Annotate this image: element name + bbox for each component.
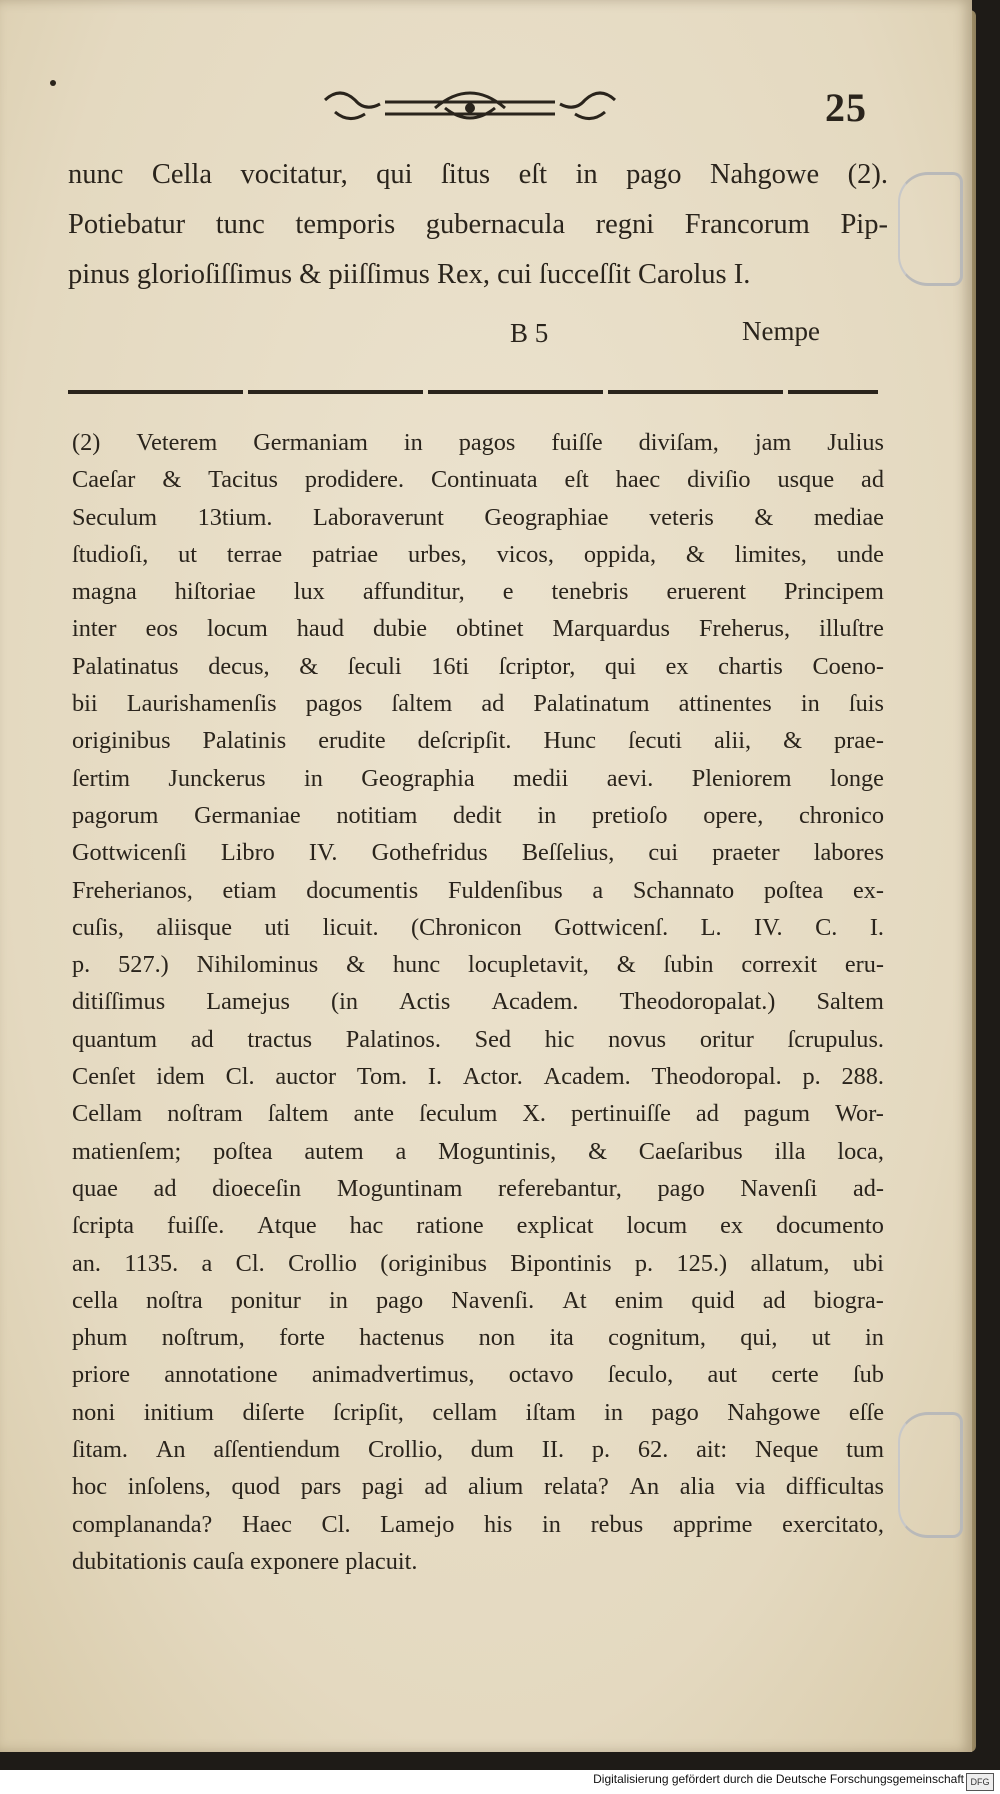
footnote-line: Gottwicenſi Libro IV. Gothefridus Beſſelius, cui praeter labores	[72, 839, 884, 867]
ink-dot	[50, 80, 56, 86]
footnote-line: Palatinatus decus, & ſeculi 16ti ſcriptor, qui ex chartis Coeno-	[72, 652, 884, 680]
footnote-line: (2) Veterem Germaniam in pagos fuiſſe diviſam, jam Julius	[72, 429, 884, 456]
main-text-line: pinus glorioſiſſimus & piiſſimus Rex, cui ſucceſſit Carolus I.	[68, 259, 751, 290]
signature-mark: B 5	[510, 318, 549, 348]
digitization-credit: Digitalisierung gefördert durch die Deutsche Forschungsgemeinschaft	[593, 1772, 964, 1786]
footnote-line: bii Laurishamenſis pagos ſaltem ad Palatinatum attinentes in ſuis	[72, 690, 884, 718]
footnote-separator-rule	[68, 390, 878, 394]
footnote-line: pagorum Germaniae notitiam dedit in pretioſo opere, chronico	[72, 801, 884, 829]
footnote-line: quae ad dioeceſin Moguntinam referebantur, pago Navenſi ad-	[72, 1174, 884, 1202]
main-text-block	[68, 150, 888, 300]
footnote-line: Seculum 13tium. Laboraverunt Geographiae veteris & mediae	[72, 503, 884, 531]
footnote-line: Freherianos, etiam documentis Fuldenſibus a Schannato poſtea ex-	[72, 876, 884, 904]
footnote-line: matienſem; poſtea autem a Moguntinis, & Caeſaribus illa loca,	[72, 1137, 884, 1165]
footnote-line: phum noſtrum, forte hactenus non ita cognitum, qui, ut in	[72, 1324, 884, 1352]
footnote-line: cuſis, aliisque uti licuit. (Chronicon Gottwicenſ. L. IV. C. I.	[72, 913, 884, 941]
footnote-line: Caeſar & Tacitus prodidere. Continuata eſt haec diviſio usque ad	[72, 466, 884, 494]
footnote-line: ſertim Junckerus in Geographia medii aevi. Pleniorem longe	[72, 764, 884, 792]
footnote-line: noni initium diſerte ſcripſit, cellam iſtam in pago Nahgowe eſſe	[72, 1398, 884, 1426]
footnote-line: inter eos locum haud dubie obtinet Marquardus Freherus, illuſtre	[72, 615, 884, 643]
footnote-line: magna hiſtoriae lux affunditur, e tenebris eruerent Principem	[72, 578, 884, 606]
footnote-line: ſitam. An aſſentiendum Crollio, dum II. p. 62. ait: Neque tum	[72, 1436, 884, 1464]
page-number: 25	[825, 85, 867, 130]
footnote-line: ſcripta fuiſſe. Atque hac ratione explicat locum ex documento	[72, 1212, 884, 1240]
footnote-line: an. 1135. a Cl. Crollio (originibus Bipontinis p. 125.) allatum, ubi	[72, 1249, 884, 1277]
footnote-line: hoc inſolens, quod pars pagi ad alium relata? An alia via difficultas	[72, 1473, 884, 1501]
footnote-line: cella noſtra ponitur in pago Navenſi. At enim quid ad biogra-	[72, 1286, 884, 1314]
footnote-line: complananda? Haec Cl. Lamejo his in rebus apprime exercitato,	[72, 1510, 884, 1538]
footnote-block	[72, 424, 884, 1580]
main-text-line: Potiebatur tunc temporis gubernacula regni Francorum Pip-	[68, 209, 888, 240]
footnote-line: Cenſet idem Cl. auctor Tom. I. Actor. Academ. Theodoropal. p. 288.	[72, 1063, 884, 1091]
footnote-line: ſtudioſi, ut terrae patriae urbes, vicos, oppida, & limites, unde	[72, 540, 884, 568]
footnote-line: dubitationis cauſa exponere placuit.	[72, 1547, 418, 1575]
footnote-line: Cellam noſtram ſaltem ante ſeculum X. pertinuiſſe ad pagum Wor-	[72, 1100, 884, 1128]
footnote-line: p. 527.) Nihilominus & hunc locupletavit, & ſubin correxit eru-	[72, 951, 884, 979]
dfg-logo-icon: DFG	[966, 1773, 994, 1791]
ornament-headpiece-icon	[315, 80, 625, 136]
footnote-line: ditiſſimus Lamejus (in Actis Academ. Theodoropalat.) Saltem	[72, 988, 884, 1016]
footnote-line: originibus Palatinis erudite deſcripſit. Hunc ſecuti alii, & prae-	[72, 727, 884, 755]
main-text-line: nunc Cella vocitatur, qui ſitus eſt in pago Nahgowe (2).	[68, 159, 888, 190]
paper-clip-bottom-icon	[898, 1412, 963, 1538]
paper-clip-top-icon	[898, 172, 963, 286]
footnote-line: priore annotatione animadvertimus, octavo ſeculo, aut certe ſub	[72, 1361, 884, 1389]
footnote-line: quantum ad tractus Palatinos. Sed hic novus oritur ſcrupulus.	[72, 1025, 884, 1053]
catchword: Nempe	[742, 316, 820, 346]
